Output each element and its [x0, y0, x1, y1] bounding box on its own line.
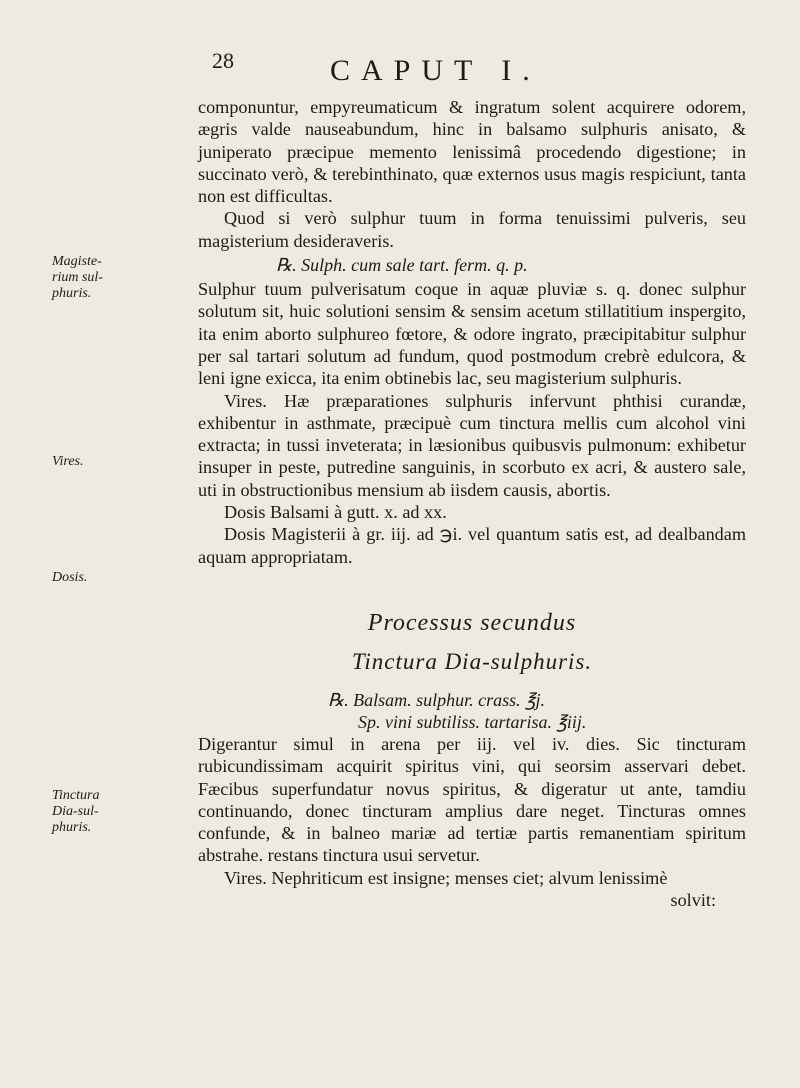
- paragraph-2: Quod si verò sulphur tuum in forma tenuissimi pulveris, seu magisterium desideraveris.: [198, 208, 746, 251]
- catchword: solvit:: [670, 890, 716, 911]
- paragraph-7: Digerantur simul in arena per iij. vel iv. dies. Sic tincturam rubicundissimam acquirit spiritus vini, qui seorsim asservari debet. Fæcibus superfundatur novus spiritus, & digeratur ut ante, tamdiu continuando, donec tincturam amplius dare neget. Tincturas omnes confunde, & in balneo mariæ ad tertiæ partis remanentiam spiritum abstrahe. restans tinctura usui servetur.: [198, 733, 746, 866]
- recipe-line-1: ℞. Sulph. cum sale tart. ferm. q. p.: [276, 255, 528, 276]
- paragraph-5: Dosis Balsami à gutt. x. ad xx.: [224, 502, 447, 523]
- running-head: CAPUT I.: [330, 54, 541, 87]
- margin-note-magisterium: Magiste- rium sul- phuris.: [52, 254, 103, 301]
- margin-note-dosis: Dosis.: [52, 570, 88, 585]
- paragraph-4: Vires. Hæ præparationes sulphuris infervunt phthisi curandæ, exhibentur in asthmate, præcipuè cum tinctura mellis cum alcohol vini extracta; in tussi inveterata; in læsionibus quibusvis pulmonum: exhibetur insuper in peste, putredine sanguinis, in scorbuto ex acri, & austero sale, uti in obstructionibus mensium ab iisdem causis, abortis.: [198, 390, 746, 500]
- recipe-line-2a: ℞. Balsam. sulphur. crass. ℥j.: [328, 689, 546, 710]
- recipe-line-2b: Sp. vini subtiliss. tartarisa. ℥iij.: [358, 711, 587, 732]
- section-subheading: Tinctura Dia-sulphuris.: [351, 648, 593, 674]
- page-number: 28: [212, 48, 234, 73]
- paragraph-6: Dosis Magisterii à gr. iij. ad ℈i. vel quantum satis est, ad dealbandam aquam appropriatam.: [198, 524, 746, 567]
- page-header: [0, 48, 800, 88]
- margin-note-tinctura: Tinctura Dia-sul- phuris.: [52, 788, 100, 835]
- paragraph-1: componuntur, empyreumaticum & ingratum solent acquirere odorem, ægris valde nauseabundum, hinc in balsamo sulphuris anisato, & juniperato præcipue memento lenissimâ procedendo digestione; in succinato verò, & terebinthinato, quæ externos usus magis respiciunt, tanta non est difficultas.: [198, 97, 746, 207]
- paragraph-8: Vires. Nephriticum est insigne; menses ciet; alvum lenissimè: [224, 867, 668, 888]
- main-text: [198, 96, 746, 911]
- margin-note-vires: Vires.: [52, 454, 84, 469]
- section-heading: Processus secundus: [367, 609, 577, 636]
- paragraph-3: Sulphur tuum pulverisatum coque in aquæ pluviæ s. q. donec sulphur solutum sit, huic solutioni sensim & sensim acetum stillatitium inspergito, ita enim aborto sulphureo fœtore, & odore ingrato, præcipitabitur sulphur per sal tartari solutum ad fundum, quod postmodum crebrè edulcora, & leni igne exicca, ita enim obtinebis lac, seu magisterium sulphuris.: [198, 279, 746, 389]
